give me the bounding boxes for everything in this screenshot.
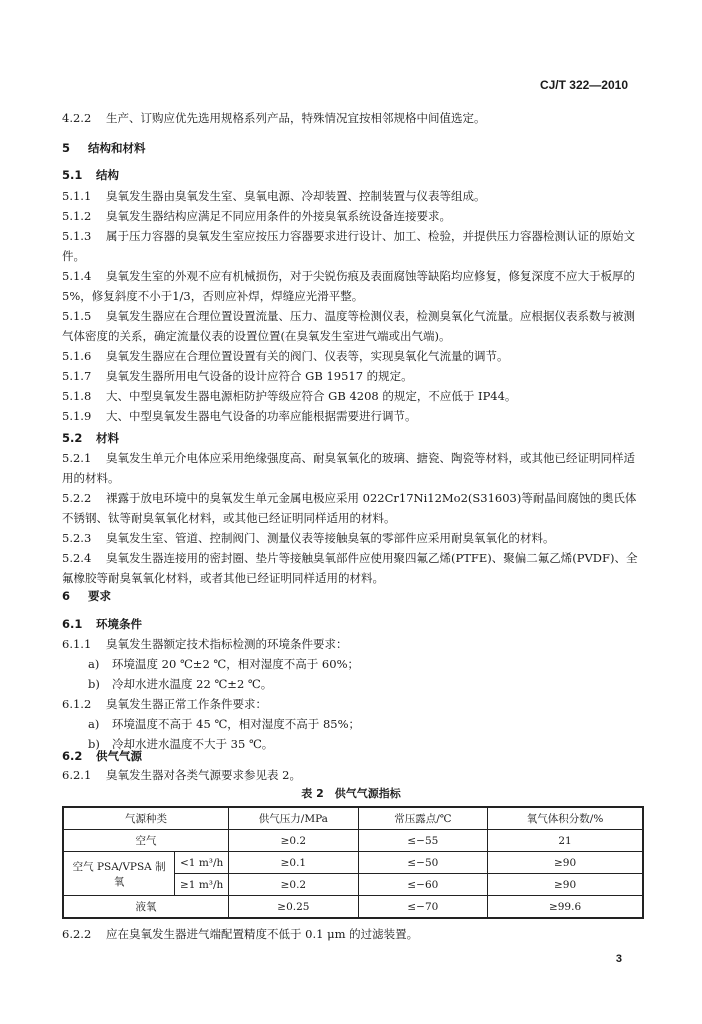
- clause-number: 5.1.6: [62, 349, 92, 363]
- section-number: 5.1: [62, 168, 83, 182]
- list-text: 冷却水进水温度 22 ℃±2 ℃。: [112, 677, 273, 691]
- clause-6-2-2: [62, 924, 646, 944]
- section-number: 6: [62, 589, 71, 603]
- clause-5-1-1: [62, 186, 646, 206]
- clause-5-1-3: [62, 226, 646, 266]
- clause-text: 臭氧发生器应在合理位置设置流量、压力、温度等检测仪表，检测臭氧化气流量。应根据仪表系数与被测气体密度的关系，确定流量仪表的设置位置(在臭氧发生室进气端或出气端)。: [62, 309, 635, 343]
- clause-5-1-9: [62, 406, 646, 426]
- clause-number: 6.2.2: [62, 927, 92, 941]
- clause-text: 应在臭氧发生器进气端配置精度不低于 0.1 μm 的过滤装置。: [106, 927, 419, 941]
- list-marker: b): [88, 737, 100, 751]
- clause-number: 5.2.3: [62, 531, 92, 545]
- clause-text: 臭氧发生器由臭氧发生室、臭氧电源、冷却装置、控制装置与仪表等组成。: [106, 189, 486, 203]
- table-header-cell: 气源种类: [63, 807, 229, 830]
- clause-6-2-1: [62, 765, 646, 785]
- section-title: 环境条件: [96, 617, 142, 631]
- section-title: 材料: [96, 431, 119, 445]
- table-cell: ≥90: [488, 874, 643, 896]
- table-cell: <1 m³/h: [175, 852, 229, 874]
- table-cell: ≥0.2: [229, 874, 359, 896]
- section-number: 5: [62, 141, 71, 155]
- table-cell: ≥0.25: [229, 896, 359, 919]
- clause-text: 生产、订购应优先选用规格系列产品，特殊情况宜按相邻规格中间值选定。: [106, 111, 486, 125]
- clause-text: 大、中型臭氧发生器电源柜防护等级应符合 GB 4208 的规定，不应低于 IP44。: [106, 389, 517, 403]
- clause-number: 5.1.2: [62, 209, 92, 223]
- section-number: 6.2: [62, 749, 83, 763]
- clause-text: 臭氧发生器连接用的密封圈、垫片等接触臭氧部件应使用聚四氟乙烯(PTFE)、聚偏二氟乙烯(PVDF)、全氟橡胶等耐臭氧氧化材料，或者其他已经证明同样适用的材料。: [62, 551, 638, 585]
- list-item-6-1-1-b: [88, 674, 672, 694]
- section-heading-6: [62, 586, 646, 606]
- clause-5-1-6: [62, 346, 646, 366]
- clause-number: 5.2.4: [62, 551, 92, 565]
- table-cell: 空气: [63, 830, 229, 852]
- table-cell: ≥0.1: [229, 852, 359, 874]
- clause-number: 5.2.1: [62, 451, 92, 465]
- list-marker: a): [88, 657, 100, 671]
- gas-source-table: [62, 806, 644, 919]
- list-item-6-1-2-a: [88, 714, 672, 734]
- clause-5-1-8: [62, 386, 646, 406]
- table-cell: ≤−50: [358, 852, 487, 874]
- table-cell: ≥99.6: [488, 896, 643, 919]
- section-number: 6.1: [62, 617, 83, 631]
- section-title: 结构和材料: [88, 141, 146, 155]
- clause-5-1-2: [62, 206, 646, 226]
- table-cell: 21: [488, 830, 643, 852]
- table-row: [63, 896, 643, 919]
- table-cell: ≥0.2: [229, 830, 359, 852]
- section-heading-5: [62, 138, 646, 158]
- table-cell: ≥90: [488, 852, 643, 874]
- table-cell: ≤−70: [358, 896, 487, 919]
- clause-text: 臭氧发生室、管道、控制阀门、测量仪表等接触臭氧的零部件应采用耐臭氧氧化的材料。: [106, 531, 555, 545]
- clause-text: 臭氧发生器正常工作条件要求：: [106, 697, 267, 711]
- clause-number: 5.1.3: [62, 229, 92, 243]
- list-marker: b): [88, 677, 100, 691]
- clause-number: 5.1.9: [62, 409, 92, 423]
- clause-5-1-7: [62, 366, 646, 386]
- clause-number: 5.2.2: [62, 491, 92, 505]
- clause-5-2-2: [62, 488, 646, 528]
- table-row: [63, 830, 643, 852]
- clause-number: 6.2.1: [62, 768, 92, 782]
- list-text: 环境温度不高于 45 ℃，相对湿度不高于 85%；: [112, 717, 361, 731]
- table-row: [63, 852, 643, 874]
- table-cell: 液氧: [63, 896, 229, 919]
- clause-number: 4.2.2: [62, 111, 92, 125]
- table-header-cell: 常压露点/℃: [358, 807, 487, 830]
- clause-number: 6.1.2: [62, 697, 92, 711]
- clause-number: 5.1.7: [62, 369, 92, 383]
- clause-text: 大、中型臭氧发生器电气设备的功率应能根据需要进行调节。: [106, 409, 417, 423]
- clause-number: 5.1.8: [62, 389, 92, 403]
- section-title: 供气气源: [96, 749, 142, 763]
- clause-5-2-3: [62, 528, 646, 548]
- clause-number: 5.1.5: [62, 309, 92, 323]
- table-header-cell: 氧气体积分数/%: [488, 807, 643, 830]
- subsection-heading-5-1: [62, 165, 646, 185]
- subsection-heading-5-2: [62, 428, 646, 448]
- clause-5-2-4: [62, 548, 646, 588]
- table-cell: ≤−55: [358, 830, 487, 852]
- clause-number: 5.1.4: [62, 269, 92, 283]
- clause-number: 5.1.1: [62, 189, 92, 203]
- table-header-row: [63, 807, 643, 830]
- clause-text: 臭氧发生器结构应满足不同应用条件的外接臭氧系统设备连接要求。: [106, 209, 451, 223]
- clause-5-2-1: [62, 448, 646, 488]
- clause-5-1-5: [62, 306, 646, 346]
- clause-5-1-4: [62, 266, 646, 306]
- clause-4-2-2: [62, 108, 646, 128]
- clause-6-1-1: [62, 634, 646, 654]
- table-header-cell: 供气压力/MPa: [229, 807, 359, 830]
- standard-number: CJ/T 322—2010: [539, 78, 628, 92]
- clause-text: 臭氧发生器对各类气源要求参见表 2。: [106, 768, 301, 782]
- list-item-6-1-1-a: [88, 654, 672, 674]
- list-marker: a): [88, 717, 100, 731]
- clause-number: 6.1.1: [62, 637, 92, 651]
- clause-text: 臭氧发生单元介电体应采用绝缘强度高、耐臭氧氧化的玻璃、搪瓷、陶瓷等材料，或其他已经证明同样适用的材料。: [62, 451, 635, 485]
- table-cell: ≥1 m³/h: [175, 874, 229, 896]
- clause-text: 臭氧发生器应在合理位置设置有关的阀门、仪表等，实现臭氧化气流量的调节。: [106, 349, 509, 363]
- table-cell: 空气 PSA/VPSA 制氧: [63, 852, 175, 896]
- list-text: 环境温度 20 ℃±2 ℃，相对湿度不高于 60%；: [112, 657, 359, 671]
- clause-text: 臭氧发生室的外观不应有机械损伤，对于尖锐伤痕及表面腐蚀等缺陷均应修复，修复深度不应大于板厚的5%，修复斜度不小于1/3，否则应补焊，焊缝应光滑平整。: [62, 269, 635, 303]
- section-title: 结构: [96, 168, 119, 182]
- subsection-heading-6-2: [62, 746, 646, 766]
- section-number: 5.2: [62, 431, 83, 445]
- table-cell: ≤−60: [358, 874, 487, 896]
- clause-text: 裸露于放电环境中的臭氧发生单元金属电极应采用 022Cr17Ni12Mo2(S31603)等耐晶间腐蚀的奥氏体不锈钢、钛等耐臭氧氧化材料，或其他已经证明同样适用的材料。: [62, 491, 637, 525]
- page-number: 3: [615, 953, 622, 965]
- clause-6-1-2: [62, 694, 646, 714]
- section-title: 要求: [88, 589, 111, 603]
- list-text: 冷却水进水温度不大于 35 ℃。: [112, 737, 274, 751]
- clause-text: 属于压力容器的臭氧发生室应按压力容器要求进行设计、加工、检验，并提供压力容器检测认证的原始文件。: [62, 229, 635, 263]
- table-caption: 表 2 供气气源指标: [301, 787, 401, 800]
- subsection-heading-6-1: [62, 614, 646, 634]
- clause-text: 臭氧发生器所用电气设备的设计应符合 GB 19517 的规定。: [106, 369, 413, 383]
- clause-text: 臭氧发生器额定技术指标检测的环境条件要求：: [106, 637, 348, 651]
